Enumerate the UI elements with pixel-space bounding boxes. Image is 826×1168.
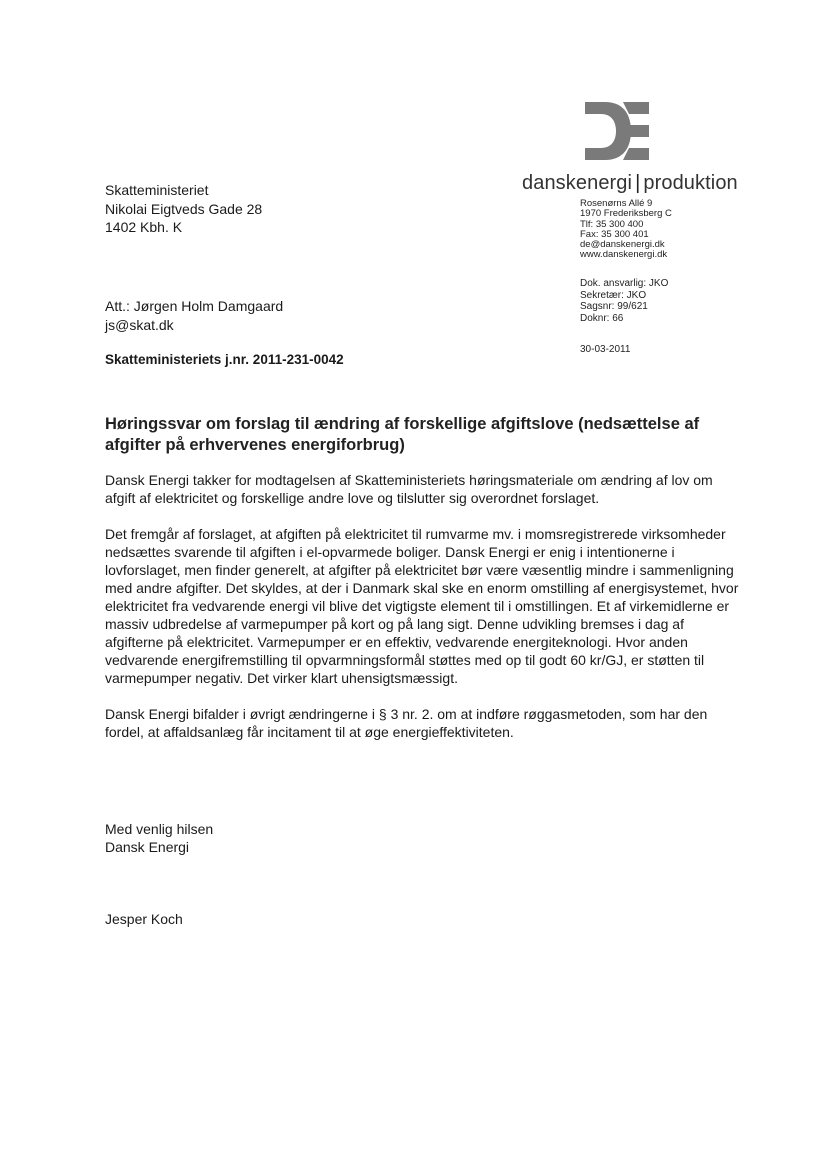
reference-line: Dok. ansvarlig: JKO	[580, 278, 669, 289]
dansk-energi-logo-mark-icon	[583, 100, 651, 162]
closing-line: Med venlig hilsen	[105, 821, 214, 837]
letter-date: 30-03-2011	[580, 344, 631, 355]
logo-separator: |	[635, 172, 641, 194]
recipient-line: Skatteministeriet	[105, 182, 209, 198]
sender-address-line: 1970 Frederiksberg C	[580, 208, 672, 220]
sender-phone: Tlf: 35 300 400	[580, 218, 644, 230]
sender-website: www.danskenergi.dk	[580, 249, 668, 261]
letter-heading: Høringssvar om forslag til ændring af forskellige afgiftslove (nedsættelse af afgifter på erhvervenes energiforbrug)	[105, 415, 700, 454]
attention-line: Att.: Jørgen Holm Damgaard	[105, 298, 284, 314]
logo-wordmark	[522, 172, 738, 195]
logo-name-part2: energi	[575, 172, 633, 194]
sender-address-line: Rosenørns Allé 9	[580, 198, 653, 209]
signer-name: Jesper Koch	[105, 911, 183, 927]
closing-block	[105, 820, 213, 856]
logo-division: produktion	[643, 172, 738, 194]
reference-line: Sagsnr: 99/621	[580, 301, 648, 312]
journal-number: Skatteministeriets j.nr. 2011-231-0042	[105, 352, 344, 367]
sender-email: de@danskenergi.dk	[580, 239, 665, 251]
sender-fax: Fax: 35 300 401	[580, 228, 649, 240]
body-paragraph: Dansk Energi bifalder i øvrigt ændringerne i § 3 nr. 2. om at indføre røggasmetoden, som har den fordel, at affaldsanlæg får incitament til at øge energieffektiviteten.	[105, 706, 708, 740]
logo-name-part1: dansk	[522, 172, 576, 194]
reference-line: Doknr: 66	[580, 312, 624, 324]
sender-address	[580, 199, 672, 261]
attention-email: js@skat.dk	[105, 316, 174, 333]
letter-body	[105, 471, 745, 759]
reference-line: Sekretær: JKO	[580, 289, 647, 301]
document-references	[580, 278, 668, 324]
recipient-address	[105, 181, 262, 237]
recipient-line: Nikolai Eigtveds Gade 28	[105, 200, 263, 217]
body-paragraph: Det fremgår af forslaget, at afgiften på elektricitet til rumvarme mv. i momsregistrerede virksomheder nedsættes svarende til afgiften i el-opvarmede boliger. Dansk Energi er enig i intentionerne i lovforslaget, men finder generelt, at afgifter på elektricitet bør være væsentlig mindre i sammenligning med andre afgifter. Det skyldes, at der i Danmark skal ske en enorm omstilling af energisystemet, hvor elektricitet fra vedvarende energi vil blive det vigtigste element til i omstillingen. Et af virkemidlerne er massiv udbredelse af varmepumper på kort og på lang sigt. Denne udvikling bremses i dag af afgifterne på elektricitet. Varmepumper er en effektiv, vedvarende energiteknologi. Hvor anden vedvarende energifremstilling til opvarmningsformål støttes med op til godt 60 kr/GJ, er støtten til varmepumper negativ. Det virker klart uhensigtsmæssigt.	[105, 526, 739, 686]
closing-organization: Dansk Energi	[105, 839, 190, 855]
recipient-line: 1402 Kbh. K	[105, 219, 183, 235]
body-paragraph: Dansk Energi takker for modtagelsen af Skatteministeriets høringsmateriale om ændring af lov om afgift af elektricitet og forskellige andre love og tilslutter sig overordnet forslaget.	[105, 472, 713, 506]
attention-block	[105, 297, 283, 334]
